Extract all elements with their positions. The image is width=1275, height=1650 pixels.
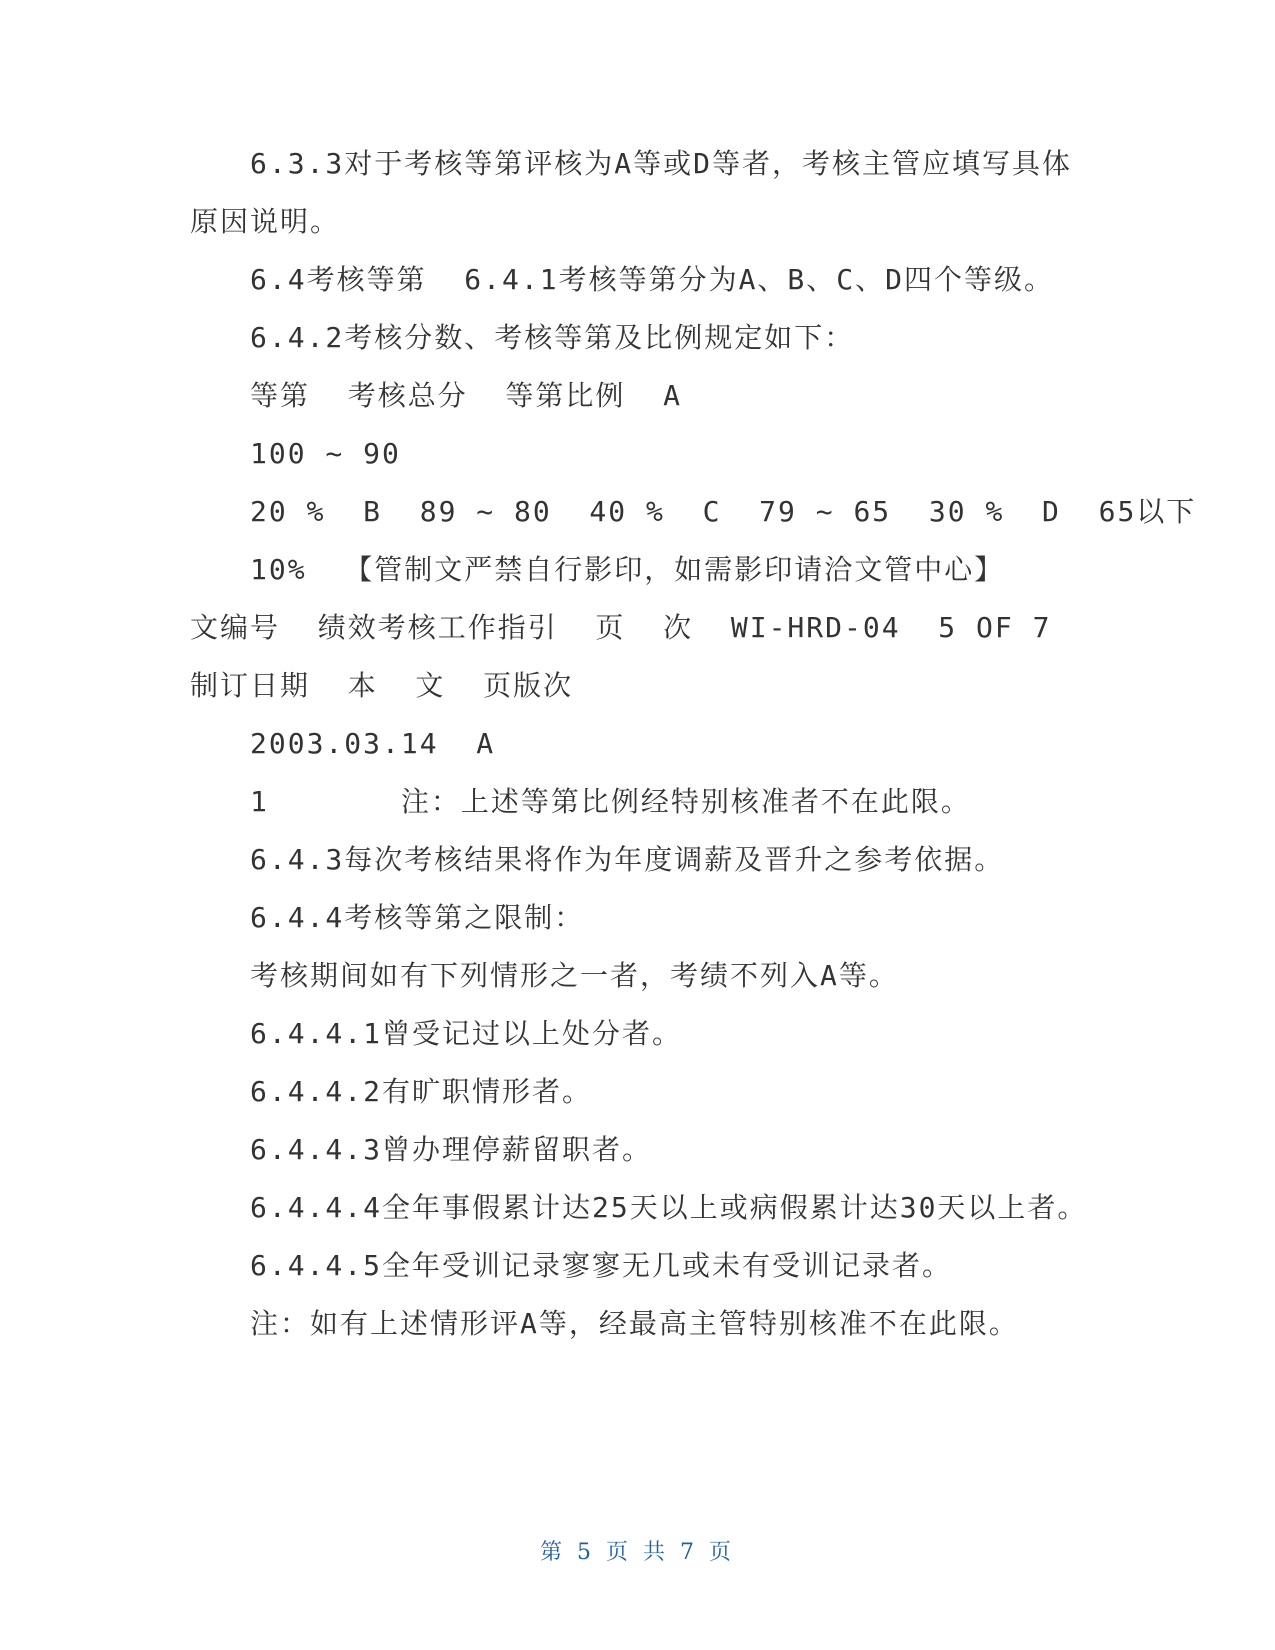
text-line: 6.4.4.4全年事假累计达25天以上或病假累计达30天以上者。 (250, 1191, 1088, 1224)
text-line: 制订日期 本 文 页版次 (190, 669, 574, 702)
text-line: 6.4考核等第 6.4.1考核等第分为A、B、C、D四个等级。 (250, 263, 1055, 296)
text-line: 6.4.4.3曾办理停薪留职者。 (250, 1133, 653, 1166)
text-line: 原因说明。 (190, 205, 341, 238)
text-line: 6.4.4考核等第之限制： (250, 901, 585, 934)
text-line: 等第 考核总分 等第比例 A (250, 379, 683, 412)
text-line: 文编号 绩效考核工作指引 页 次 WI-HRD-04 5 OF 7 (190, 611, 1052, 644)
text-line: 6.4.3每次考核结果将作为年度调薪及晋升之参考依据。 (250, 843, 1005, 876)
text-line: 6.4.4.5全年受训记录寥寥无几或未有受训记录者。 (250, 1249, 953, 1282)
text-line: 20 % B 89 ~ 80 40 % C 79 ~ 65 30 % D 65以下 (250, 495, 1197, 528)
text-line: 10% 【管制文严禁自行影印，如需影印请洽文管中心】 (250, 553, 1005, 586)
text-line: 6.4.4.2有旷职情形者。 (250, 1075, 593, 1108)
text-line: 2003.03.14 A (250, 727, 496, 760)
text-line: 6.4.4.1曾受记过以上处分者。 (250, 1017, 683, 1050)
text-line: 考核期间如有下列情形之一者，考绩不列入A等。 (250, 959, 899, 992)
page-footer: 第 5 页 共 7 页 (540, 1540, 735, 1565)
text-line: 1 注：上述等第比例经特别核准者不在此限。 (250, 785, 971, 818)
text-line: 100 ~ 90 (250, 437, 401, 470)
text-line: 6.4.2考核分数、考核等第及比例规定如下： (250, 321, 855, 354)
text-line: 6.3.3对于考核等第评核为A等或D等者，考核主管应填写具体 (250, 147, 1073, 180)
text-line: 注：如有上述情形评A等，经最高主管特别核准不在此限。 (250, 1307, 1019, 1340)
